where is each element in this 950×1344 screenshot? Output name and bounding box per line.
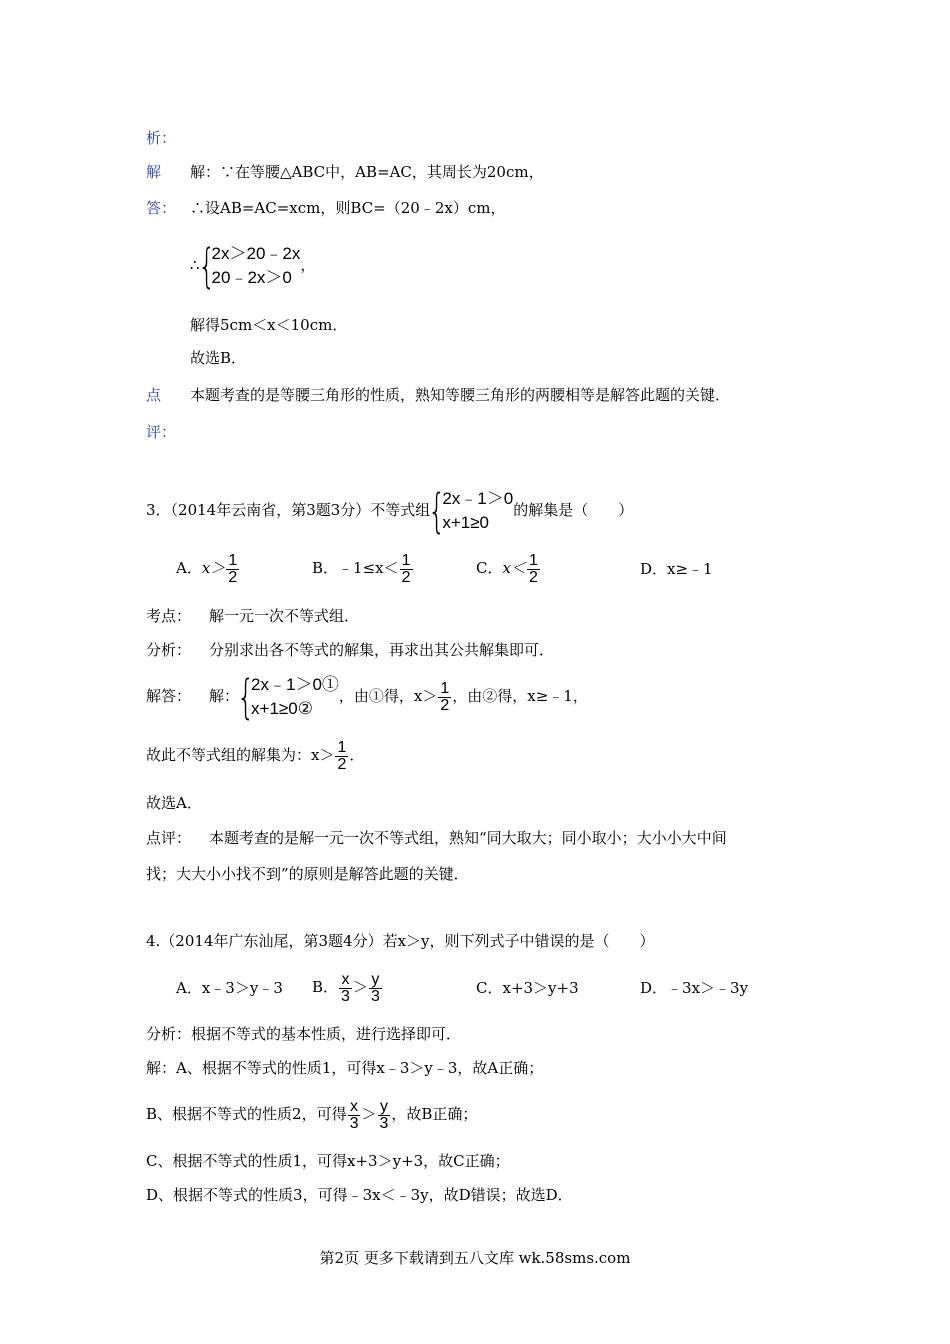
- q3-conclusion: [146, 735, 364, 775]
- q3-dianping-cont: 找；大大小小找不到”的原则是解答此题的关键．: [146, 865, 469, 883]
- sol2-system: [190, 235, 315, 295]
- system-row: 2x＞20﹣2x: [211, 244, 301, 263]
- q4-jie-d: D、根据不等式的性质3，可得﹣3x＜﹣3y，故D错误；故选D．: [146, 1186, 573, 1204]
- q3-jieda-system: [237, 670, 339, 724]
- conclusion-end: ．: [349, 746, 365, 764]
- system-row: 2x﹣1＞0①: [251, 675, 339, 694]
- q3-option-b: [312, 548, 414, 588]
- label-dian: 点: [146, 386, 162, 404]
- option-text: ﹣1≤x＜: [338, 559, 399, 577]
- dianping-label: 点评：: [146, 829, 192, 847]
- option-label: C．: [476, 979, 503, 997]
- q3-option-d: [640, 559, 713, 579]
- q4-fenxi: 分析：根据不等式的基本性质，进行选择即可．: [146, 1025, 462, 1043]
- fraction-half: $\frac{1}{2}$: [337, 738, 347, 773]
- greater-sign: ＞: [352, 978, 368, 996]
- fraction-y-over-3: $\frac{y}{3}$: [370, 970, 380, 1005]
- q3-stem-prefix: 3．（2014年云南省，第3题3分）不等式组: [146, 501, 431, 519]
- q4-option-c: [476, 978, 579, 998]
- brace-icon: {: [428, 484, 446, 538]
- label-da: 答：: [146, 199, 177, 217]
- fraction-half: $\frac{1}{2}$: [228, 551, 238, 586]
- option-text: x﹣3＞y﹣3: [201, 979, 283, 997]
- option-text: x＜: [502, 559, 526, 577]
- jie-label: 解：: [209, 687, 240, 705]
- therefore-sign: ∴: [190, 256, 200, 274]
- option-text: x+3＞y+3: [502, 979, 579, 997]
- dianping-text: 本题考查的是解一元一次不等式组，熟知“同大取大；同小取小；大小小大中间: [209, 829, 727, 847]
- conclusion-text: 故此不等式组的解集为：x＞: [146, 746, 335, 764]
- fraction-half: $\frac{1}{2}$: [401, 551, 411, 586]
- system-row: 2x﹣1＞0: [442, 489, 514, 508]
- q3-stem-suffix: 的解集是（ ）: [513, 501, 634, 519]
- sol2-line1: 解：∵在等腰△ABC中，AB=AC，其周长为20cm，: [190, 163, 544, 181]
- option-label: D．: [640, 979, 668, 997]
- q4-jie-b: [146, 1094, 477, 1134]
- q3-stem: [146, 483, 633, 537]
- sol2-comment: 本题考查的是等腰三角形的性质，熟知等腰三角形的两腰相等是解答此题的关键．: [190, 386, 731, 404]
- option-label: D．: [640, 560, 668, 578]
- q4-option-d: [640, 978, 748, 998]
- option-label: A．: [176, 979, 202, 997]
- fraction-x-over-3: $\frac{x}{3}$: [341, 970, 350, 1005]
- jieda-label: 解答：: [146, 687, 192, 705]
- system-comma: ，: [300, 256, 316, 274]
- kaodian-text: 解一元一次不等式组．: [209, 607, 360, 625]
- q4-jie-c: C、根据不等式的性质1，可得x+3＞y+3，故C正确；: [146, 1152, 510, 1170]
- option-label: B．: [312, 559, 339, 577]
- q3-kaodian: [146, 606, 359, 626]
- fraction-half: $\frac{1}{2}$: [528, 551, 538, 586]
- sol2-line2: ∴设AB=AC=xcm，则BC=（20﹣2x）cm，: [190, 199, 506, 217]
- q4-option-a: [176, 978, 283, 998]
- label-xi: 析：: [146, 129, 177, 147]
- option-label: B．: [312, 978, 339, 996]
- q3-fenxi: [146, 640, 554, 660]
- inequality-system: [197, 239, 301, 293]
- q3-choose: 故选A．: [146, 794, 202, 812]
- fraction-x-over-3: $\frac{x}{3}$: [349, 1097, 359, 1132]
- q3-jieda: [146, 668, 588, 724]
- jieda-mid: ，由①得，x＞: [338, 687, 438, 705]
- system-row: 20﹣2x＞0: [211, 268, 292, 287]
- label-jie: 解: [146, 163, 162, 181]
- q3-system: [428, 484, 514, 538]
- q4-stem: 4.（2014年广东汕尾，第3题4分）若x＞y，则下列式子中错误的是（ ）: [146, 932, 655, 950]
- fraction-y-over-3: $\frac{y}{3}$: [379, 1097, 389, 1132]
- q3-option-a: [176, 548, 240, 588]
- q3-dianping: [146, 828, 727, 848]
- jieda-end: ，由②得，x≥﹣1，: [452, 687, 588, 705]
- label-ping: 评：: [146, 423, 177, 441]
- option-text: ﹣3x＞﹣3y: [667, 979, 749, 997]
- fenxi-text: 分别求出各不等式的解集，再求出其公共解集即可．: [209, 641, 555, 659]
- sol2-line4: 故选B．: [190, 349, 247, 367]
- q3-option-c: [476, 548, 541, 588]
- jie-b-post: ，故B正确；: [391, 1105, 478, 1123]
- brace-icon: {: [237, 670, 255, 724]
- option-label: A．: [176, 559, 202, 577]
- system-row: x+1≥0: [442, 513, 489, 532]
- jie-b-pre: B、根据不等式的性质2，可得: [146, 1105, 347, 1123]
- brace-icon: {: [197, 239, 216, 293]
- q4-jie-a: 解：A、根据不等式的性质1，可得x﹣3＞y﹣3，故A正确；: [146, 1059, 544, 1077]
- q4-option-b: [312, 967, 383, 1007]
- kaodian-label: 考点：: [146, 607, 192, 625]
- fraction-half: $\frac{1}{2}$: [440, 679, 450, 714]
- page-footer: 第2页 更多下载请到五八文库 wk.58sms.com: [319, 1249, 631, 1267]
- sol2-line3: 解得5cm＜x＜10cm．: [190, 316, 348, 334]
- option-text: x＞: [201, 559, 226, 577]
- greater-sign: ＞: [361, 1105, 377, 1123]
- fenxi-label: 分析：: [146, 641, 192, 659]
- option-label: C．: [476, 559, 503, 577]
- option-text: x≥﹣1: [667, 560, 713, 578]
- system-row: x+1≥0②: [251, 699, 313, 718]
